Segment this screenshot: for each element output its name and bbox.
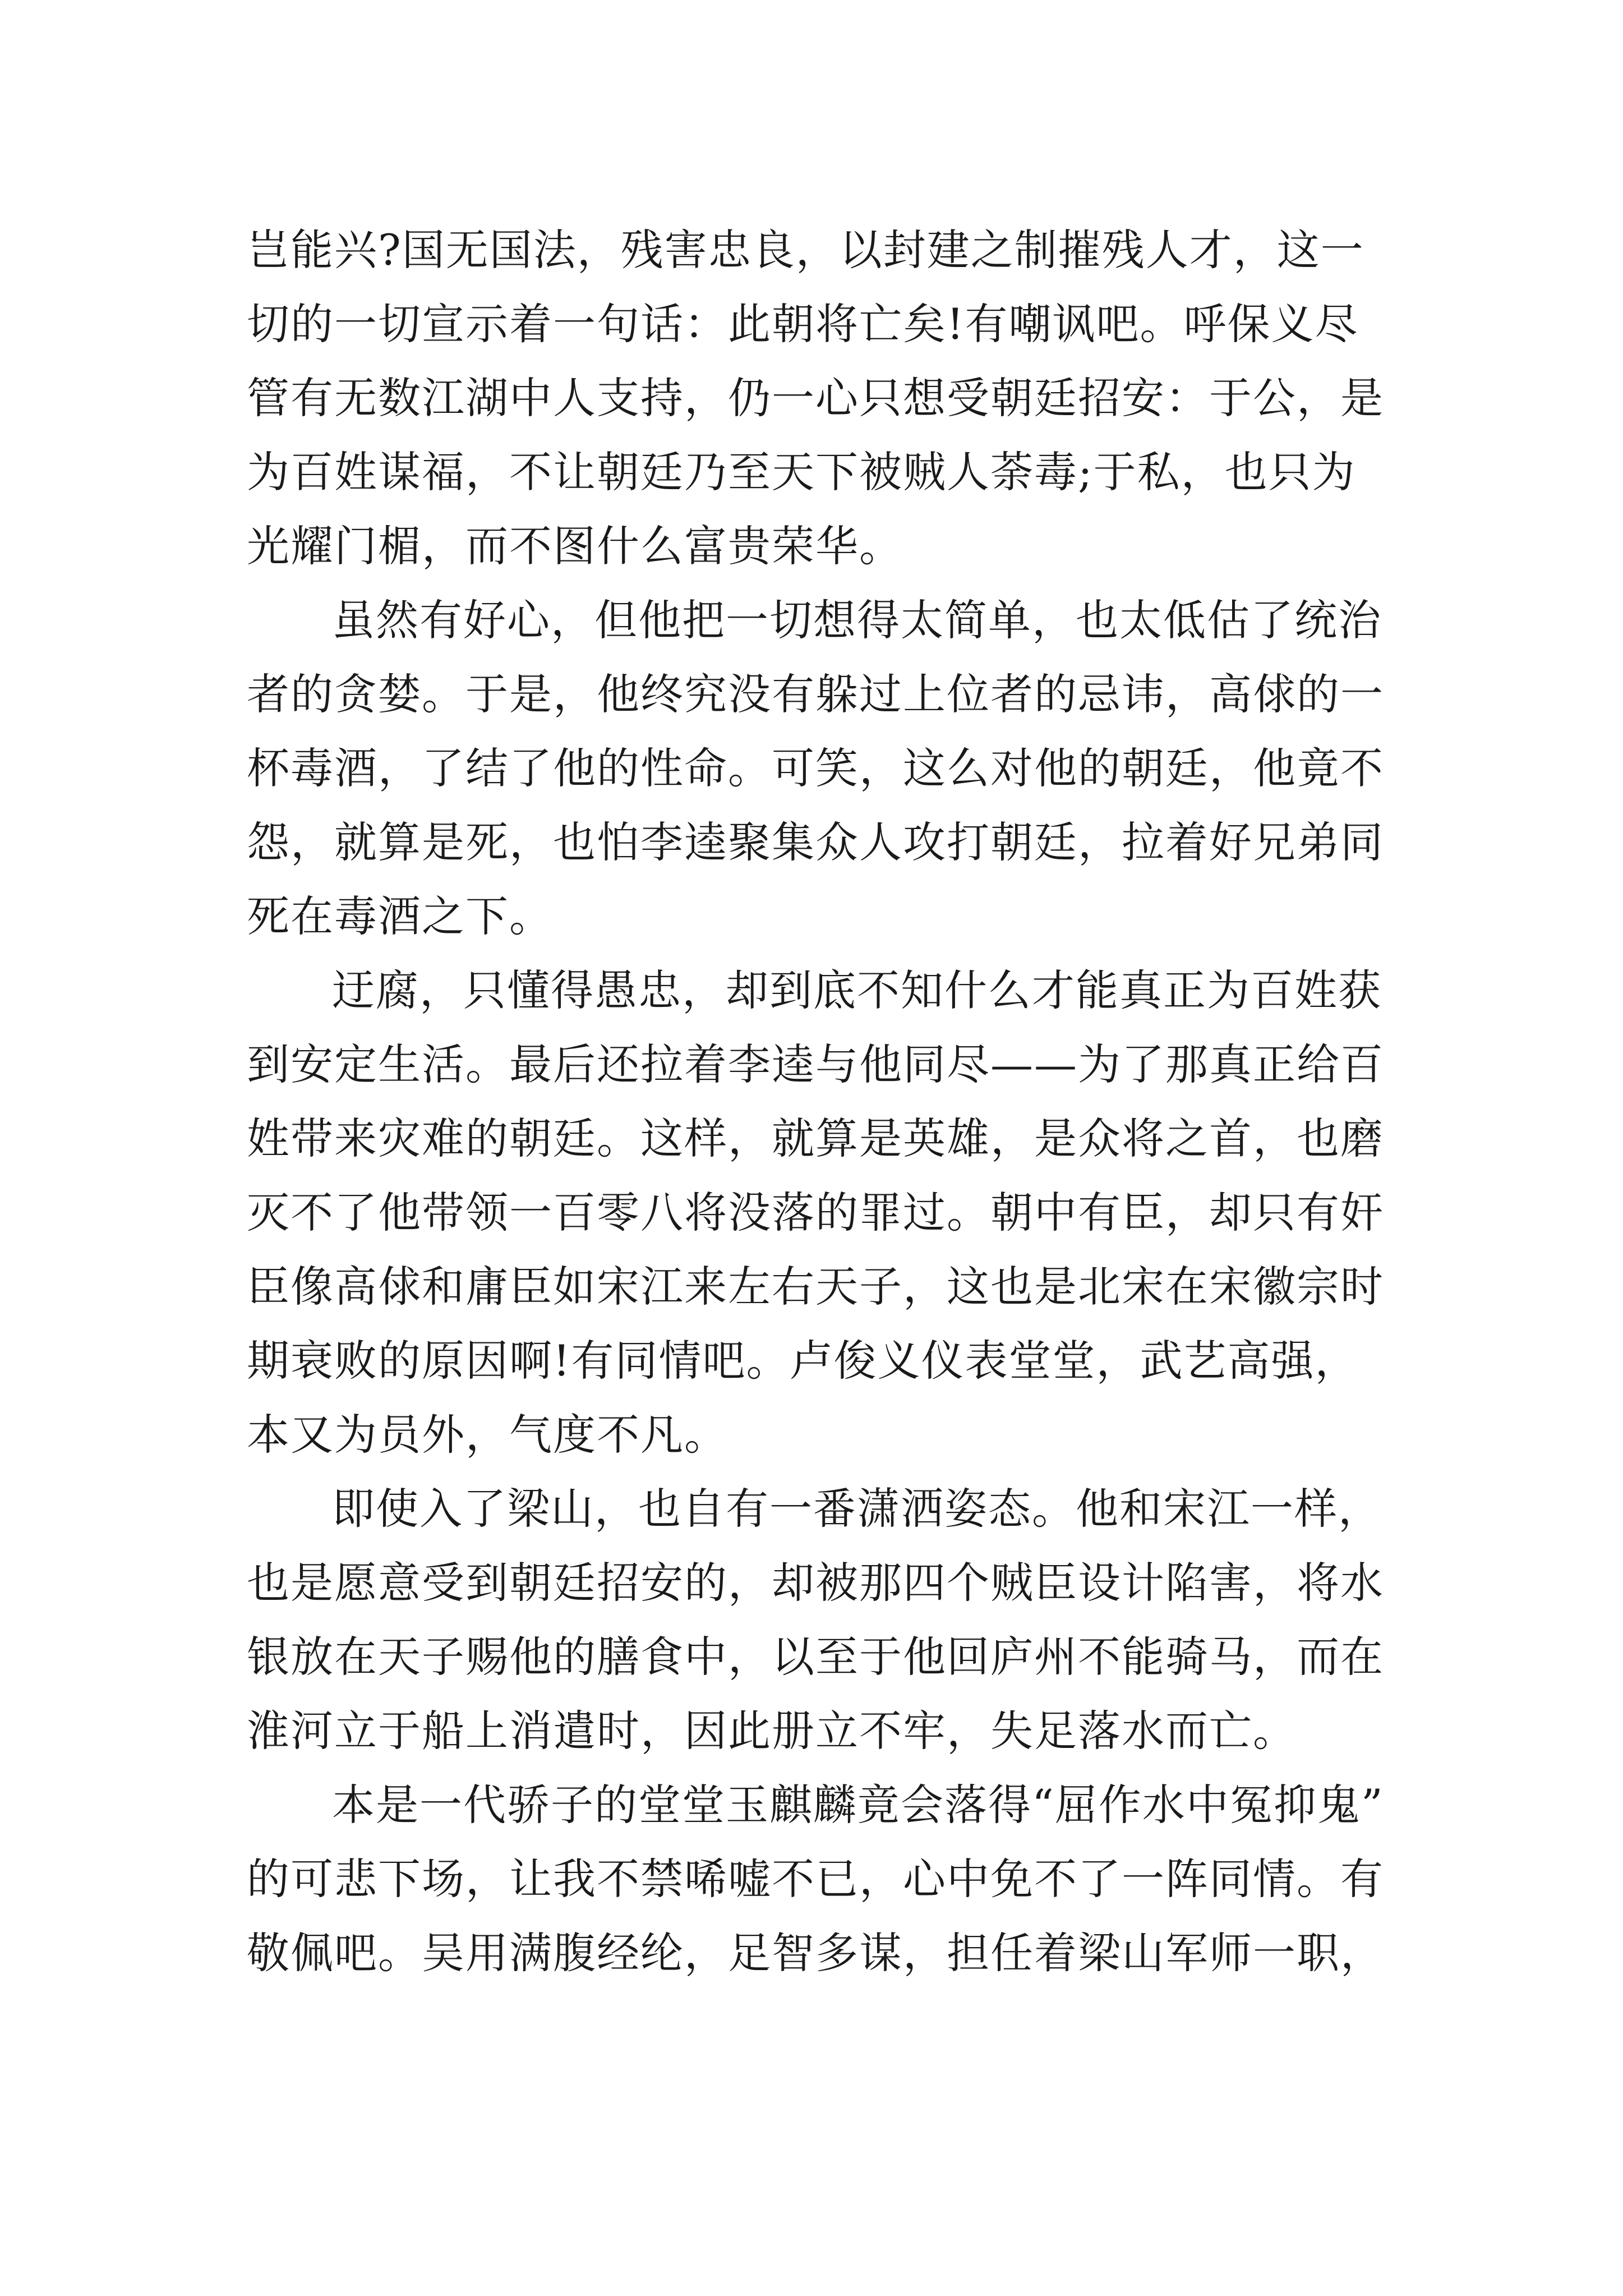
text-line: 死在毒酒之下。 [247, 891, 553, 941]
paragraph-first-line: 本是一代骄子的堂堂玉麒麟竟会落得“屈作水中冤抑鬼” [332, 1780, 1384, 1830]
paragraph-first-line: 迂腐，只懂得愚忠，却到底不知什么才能真正为百姓获 [332, 965, 1382, 1015]
text-line: 者的贪婪。于是，他终究没有躲过上位者的忌讳，高俅的一 [247, 669, 1384, 719]
text-line: 敬佩吧。吴用满腹经纶，足智多谋，担任着梁山军师一职， [247, 1928, 1384, 1978]
text-line: 期衰败的原因啊!有同情吧。卢俊义仪表堂堂，武艺高强， [247, 1336, 1359, 1386]
text-line: 为百姓谋福，不让朝廷乃至天下被贼人荼毒;于私，也只为 [247, 447, 1356, 497]
text-line: 光耀门楣，而不图什么富贵荣华。 [247, 521, 903, 571]
text-line: 的可悲下场，让我不禁唏嘘不已，心中免不了一阵同情。有 [247, 1854, 1384, 1904]
text-line: 也是愿意受到朝廷招安的，却被那四个贼臣设计陷害，将水 [247, 1558, 1384, 1608]
text-line: 灭不了他带领一百零八将没落的罪过。朝中有臣，却只有奸 [247, 1188, 1384, 1237]
text-line: 到安定生活。最后还拉着李逵与他同尽——为了那真正给百 [247, 1039, 1384, 1089]
text-line: 切的一切宣示着一句话：此朝将亡矣!有嘲讽吧。呼保义尽 [247, 299, 1359, 349]
text-line: 银放在天子赐他的膳食中，以至于他回庐州不能骑马，而在 [247, 1632, 1384, 1682]
text-line: 淮河立于船上消遣时，因此册立不牢，失足落水而亡。 [247, 1706, 1297, 1756]
text-line: 杯毒酒，了结了他的性命。可笑，这么对他的朝廷，他竟不 [247, 743, 1384, 793]
text-line: 姓带来灾难的朝廷。这样，就算是英雄，是众将之首，也磨 [247, 1114, 1384, 1163]
paragraph-first-line: 即使入了梁山，也自有一番潇洒姿态。他和宋江一样， [332, 1484, 1382, 1534]
text-line: 臣像高俅和庸臣如宋江来左右天子，这也是北宋在宋徽宗时 [247, 1262, 1384, 1312]
text-line: 怨，就算是死，也怕李逵聚集众人攻打朝廷，拉着好兄弟同 [247, 817, 1384, 867]
text-line: 管有无数江湖中人支持，仍一心只想受朝廷招安：于公，是 [247, 373, 1384, 423]
paragraph-first-line: 虽然有好心，但他把一切想得太简单，也太低估了统治 [332, 595, 1382, 645]
document-body [247, 213, 1391, 1990]
text-line: 本又为员外，气度不凡。 [247, 1410, 728, 1460]
text-line: 岂能兴?国无国法，残害忠良，以封建之制摧残人才，这一 [247, 225, 1364, 275]
